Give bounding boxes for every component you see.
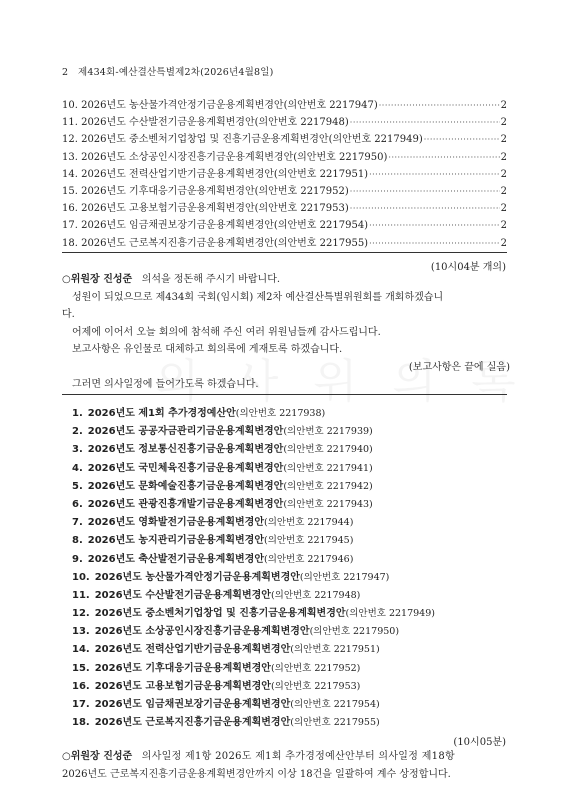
toc-row [62,96,507,113]
agenda-number: 5. [72,480,83,492]
agenda-bill-number: (의안번호 2217939) [283,426,373,438]
agenda-bill-number: (의안번호 2217938) [235,408,326,419]
toc-title: 15. 2026년도 기후대응기금운용계획변경안(의안번호 2217952) [62,185,349,197]
agenda-title: 2026년도 수산발전기금운용계획변경안 [94,589,271,601]
agenda-title: 2026년도 공공자금관리기금운용계획변경안 [87,426,284,438]
toc-title: 17. 2026년도 임금채권보장기금운용계획변경안(의안번호 2217954) [62,220,369,232]
toc-leader-dots [350,118,500,127]
table-of-contents [62,96,507,251]
agenda-title: 2026년도 농산물가격안정기금운용계획변경안 [94,571,300,583]
agenda-bill-number: (의안번호 2217951) [290,644,380,656]
agenda-number: 11. [72,589,90,601]
agenda-bill-number: (의안번호 2217949) [345,608,435,620]
agenda-number: 9. [72,553,83,565]
agenda-bill-number: (의안번호 2217946) [263,553,354,565]
agenda-item [72,423,512,441]
speech-block [62,271,510,394]
toc-page-number: 2 [500,117,507,129]
agenda-number: 10. [72,571,90,583]
agenda-number: 8. [72,535,83,547]
agenda-title: 2026년도 전력산업기반기금운용계획변경안 [94,644,291,656]
agenda-title: 2026년도 영화발전기금운용계획변경안 [87,517,264,529]
toc-page-number: 2 [500,203,507,215]
agenda-bill-number: (의안번호 2217942) [283,480,373,492]
agenda-item [72,623,512,641]
toc-title: 13. 2026년도 소상공인시장진흥기금운용계획변경안(의안번호 2217950) [62,151,388,163]
agenda-title: 2026년도 기후대응기금운용계획변경안 [94,662,271,674]
agenda-title: 2026년도 국민체육진흥기금운용계획변경안 [87,462,284,474]
speaker-mark: ○ [62,751,71,762]
toc-title: 18. 2026년도 근로복지진흥기금운용계획변경안(의안번호 2217955) [62,237,369,249]
toc-row [62,216,507,233]
agenda-bill-number: (의안번호 2217954) [290,699,380,710]
speech-text: 의석을 정돈해 주시기 바랍니다. [141,274,281,285]
speech-text: 보고사항은 유인물로 대체하고 회의록에 게재토록 하겠습니다. [72,344,343,355]
agenda-number: 3. [72,444,83,456]
toc-leader-dots [369,239,500,248]
time-open: (10시04분 개의) [430,262,506,273]
agenda-bill-number: (의안번호 2217945) [263,535,354,547]
agenda-title: 2026년도 임금채권보장기금운용계획변경안 [94,699,291,710]
speech-text: 그러면 의사일정에 들어가도록 하겠습니다. [72,379,259,390]
speech-note: (보고사항은 끝에 실음) [408,361,510,373]
agenda-number: 13. [72,626,90,638]
toc-page-number: 2 [500,100,507,111]
toc-leader-dots [379,101,500,110]
agenda-title: 2026년도 중소벤처기업창업 및 진흥기금운용계획변경안 [94,608,346,620]
toc-row [62,130,507,147]
speech-text: 2026년도 근로복지진흥기금운용계획변경안까지 이상 18건을 일괄하여 계수 상정합니다. [62,768,451,780]
agenda-item [72,605,512,623]
toc-row [62,165,507,182]
agenda-item [72,678,512,696]
agenda-number: 18. [72,717,90,729]
agenda-number: 4. [72,462,83,474]
agenda-item [72,641,512,659]
agenda-item [72,514,512,532]
agenda-bill-number: (의안번호 2217953) [270,680,361,692]
speaker-name: 위원장 진성준 [70,751,133,762]
toc-row [62,148,507,165]
toc-page-number: 2 [500,168,507,180]
agenda-number: 7. [72,517,83,529]
speech-text: 어제에 이어서 오늘 회의에 참석해 주신 여러 위원님들께 감사드립니다. [72,326,381,338]
speaker-name: 위원장 진성준 [70,274,133,285]
agenda-bill-number: (의안번호 2217944) [263,517,354,529]
agenda-number: 15. [72,662,90,674]
agenda-bill-number: (의안번호 2217952) [270,662,361,674]
speech-text: 의사일정 제1항 2026도 제1회 추가경정예산안부터 의사일정 제18항 [141,751,455,762]
agenda-number: 17. [72,699,90,710]
toc-title: 16. 2026년도 고용보험기금운용계획변경안(의안번호 2217953) [62,203,349,215]
agenda-item [72,569,512,587]
agenda-bill-number: (의안번호 2217940) [283,444,373,456]
agenda-title: 2026년도 고용보험기금운용계획변경안 [94,680,271,692]
toc-row [62,199,507,216]
toc-page-number: 2 [500,134,507,146]
agenda-list [72,405,512,732]
toc-title: 12. 2026년도 중소벤처기업창업 및 진흥기금운용계획변경안(의안번호 2217949) [62,134,423,146]
toc-title: 11. 2026년도 수산발전기금운용계획변경안(의안번호 2217948) [62,117,349,129]
agenda-item [72,478,512,496]
agenda-item [72,587,512,605]
agenda-item [72,696,512,714]
agenda-number: 14. [72,644,90,656]
agenda-title: 2026년도 문화예술진흥기금운용계획변경안 [87,480,284,492]
toc-page-number: 2 [500,220,507,232]
agenda-item [72,496,512,514]
agenda-number: 2. [72,426,83,438]
toc-row [62,182,507,199]
toc-leader-dots [369,221,500,230]
speech-block [62,748,510,783]
toc-row [62,234,507,251]
agenda-number: 6. [72,498,83,510]
speech-text: 성원이 되었으므로 제434회 국회(임시회) 제2차 예산결산특별위원회를 개회하겠습니 [72,291,444,303]
page-header: 2 제434회-예산결산특별제2차(2026년4월8일) [62,67,274,78]
speaker-mark: ○ [62,274,71,285]
agenda-title: 2026년도 축산발전기금운용계획변경안 [87,553,264,565]
agenda-bill-number: (의안번호 2217941) [283,462,373,474]
toc-title: 14. 2026년도 전력산업기반기금운용계획변경안(의안번호 2217951) [62,168,369,180]
agenda-bill-number: (의안번호 2217955) [290,717,380,729]
agenda-title: 2026년도 소상공인시장진흥기금운용계획변경안 [94,626,310,638]
agenda-bill-number: (의안번호 2217950) [309,626,400,638]
agenda-item [72,551,512,569]
agenda-item [72,460,512,478]
toc-row [62,113,507,130]
toc-leader-dots [388,153,499,162]
toc-leader-dots [350,187,500,196]
agenda-item [72,532,512,550]
agenda-number: 1. [72,408,83,419]
divider [62,394,507,395]
agenda-number: 16. [72,680,90,692]
agenda-title: 2026년도 농지관리기금운용계획변경안 [87,535,264,547]
time-stamp: (10시05분) [453,737,506,748]
agenda-title: 2026년도 관광진흥개발기금운용계획변경안 [87,498,284,510]
agenda-title: 2026년도 근로복지진흥기금운용계획변경안 [94,717,291,729]
speech-text: 다. [62,309,75,320]
toc-leader-dots [424,135,500,144]
agenda-title: 2026년도 제1회 추가경정예산안 [87,408,236,419]
agenda-title: 2026년도 정보통신진흥기금운용계획변경안 [87,444,284,456]
toc-page-number: 2 [500,237,507,249]
agenda-bill-number: (의안번호 2217947) [299,571,390,583]
agenda-number: 12. [72,608,90,620]
toc-leader-dots [350,204,500,213]
agenda-item [72,714,512,732]
divider [62,252,507,253]
agenda-bill-number: (의안번호 2217948) [270,589,361,601]
agenda-item [72,405,512,423]
agenda-bill-number: (의안번호 2217943) [283,498,373,510]
toc-title: 10. 2026년도 농산물가격안정기금운용계획변경안(의안번호 2217947) [62,100,378,111]
agenda-item [72,441,512,459]
toc-page-number: 2 [500,185,507,197]
toc-page-number: 2 [500,151,507,163]
agenda-item [72,660,512,678]
toc-leader-dots [369,170,500,179]
